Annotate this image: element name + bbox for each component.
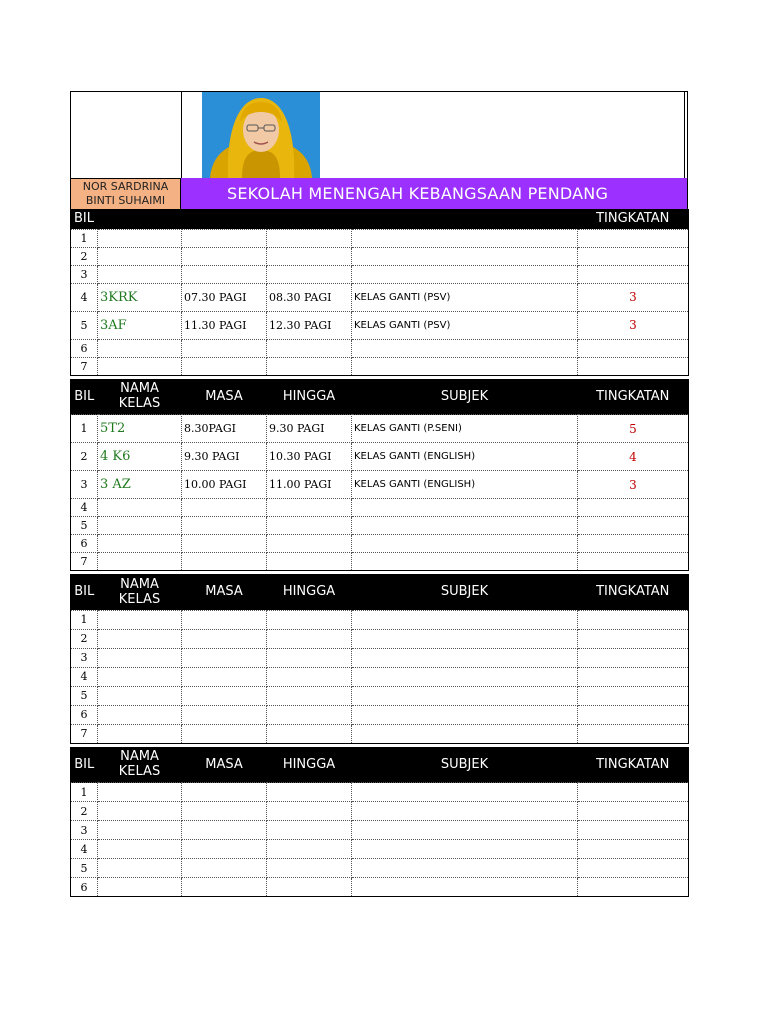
cell-subjek (352, 553, 578, 571)
cell-masa (182, 499, 267, 517)
cell-masa: 8.30PAGI (182, 415, 267, 443)
table-row (71, 471, 689, 499)
col-tingkatan: TINGKATAN (578, 209, 689, 229)
cell-hingga (267, 265, 352, 283)
cell-bil: 7 (71, 357, 98, 375)
cell-hingga (267, 878, 352, 897)
cell-hingga (267, 821, 352, 840)
table-row (71, 265, 689, 283)
cell-subjek (352, 705, 578, 724)
cell-bil: 4 (71, 283, 98, 311)
table-row (71, 283, 689, 311)
cell-kelas (98, 265, 182, 283)
cell-tingkatan (578, 686, 689, 705)
cell-subjek (352, 783, 578, 802)
teacher-name: NOR SARDRINA BINTI SUHAIMI (71, 178, 181, 209)
table-row (71, 610, 689, 629)
cell-subjek (352, 229, 578, 247)
cell-hingga (267, 535, 352, 553)
cell-subjek (352, 339, 578, 357)
cell-kelas (98, 229, 182, 247)
cell-subjek (352, 357, 578, 375)
table-row (71, 667, 689, 686)
col-tingkatan: TINGKATAN (578, 574, 689, 610)
table-row (71, 499, 689, 517)
cell-subjek (352, 648, 578, 667)
table-row (71, 821, 689, 840)
cell-tingkatan (578, 821, 689, 840)
cell-kelas (98, 705, 182, 724)
cell-masa (182, 724, 267, 743)
cell-kelas (98, 648, 182, 667)
cell-masa (182, 840, 267, 859)
cell-hingga (267, 802, 352, 821)
cell-subjek (352, 535, 578, 553)
table-row (71, 229, 689, 247)
cell-bil: 5 (71, 311, 98, 339)
col-bil: BIL (71, 209, 98, 229)
cell-masa (182, 667, 267, 686)
col-nama-kelas: NAMA KELAS (98, 747, 182, 783)
cell-subjek (352, 610, 578, 629)
cell-tingkatan (578, 265, 689, 283)
cell-masa (182, 802, 267, 821)
cell-tingkatan: 3 (578, 283, 689, 311)
cell-tingkatan (578, 553, 689, 571)
table-4-body (71, 783, 689, 897)
cell-subjek (352, 629, 578, 648)
cell-bil: 2 (71, 802, 98, 821)
cell-tingkatan (578, 724, 689, 743)
cell-kelas (98, 840, 182, 859)
cell-hingga: 9.30 PAGI (267, 415, 352, 443)
cell-masa (182, 821, 267, 840)
cell-bil: 7 (71, 724, 98, 743)
col-bil: BIL (71, 379, 98, 415)
col-bil: BIL (71, 574, 98, 610)
cell-subjek: KELAS GANTI (ENGLISH) (352, 471, 578, 499)
col-tingkatan: TINGKATAN (578, 379, 689, 415)
cell-subjek: KELAS GANTI (ENGLISH) (352, 443, 578, 471)
cell-bil: 1 (71, 415, 98, 443)
cell-hingga (267, 339, 352, 357)
cell-tingkatan (578, 629, 689, 648)
cell-tingkatan: 3 (578, 311, 689, 339)
cell-subjek (352, 499, 578, 517)
cell-kelas (98, 783, 182, 802)
cell-subjek: KELAS GANTI (PSV) (352, 283, 578, 311)
table-row (71, 648, 689, 667)
cell-tingkatan (578, 859, 689, 878)
teacher-photo (202, 92, 320, 178)
cell-subjek (352, 667, 578, 686)
cell-hingga (267, 859, 352, 878)
cell-bil: 5 (71, 859, 98, 878)
col-masa: MASA (182, 747, 267, 783)
schedule-table-4 (70, 747, 689, 898)
col-bil: BIL (71, 747, 98, 783)
cell-masa (182, 553, 267, 571)
cell-tingkatan (578, 667, 689, 686)
cell-subjek (352, 686, 578, 705)
cell-tingkatan (578, 229, 689, 247)
cell-bil: 3 (71, 471, 98, 499)
cell-bil: 6 (71, 705, 98, 724)
table-row (71, 802, 689, 821)
school-name: SEKOLAH MENENGAH KEBANGSAAN PENDANG (181, 178, 687, 209)
cell-kelas (98, 859, 182, 878)
cell-masa (182, 339, 267, 357)
cell-tingkatan (578, 648, 689, 667)
cell-kelas: 5T2 (98, 415, 182, 443)
cell-kelas (98, 499, 182, 517)
cell-kelas (98, 802, 182, 821)
cell-bil: 1 (71, 783, 98, 802)
cell-kelas: 3KRK (98, 283, 182, 311)
cell-masa (182, 629, 267, 648)
cell-subjek (352, 878, 578, 897)
cell-tingkatan (578, 517, 689, 535)
cell-masa (182, 783, 267, 802)
cell-bil: 3 (71, 265, 98, 283)
cell-masa: 9.30 PAGI (182, 443, 267, 471)
cell-hingga (267, 229, 352, 247)
cell-masa (182, 878, 267, 897)
cell-hingga (267, 783, 352, 802)
cell-hingga (267, 610, 352, 629)
col-masa: MASA (182, 379, 267, 415)
cell-hingga (267, 357, 352, 375)
cell-kelas (98, 629, 182, 648)
cell-hingga (267, 629, 352, 648)
table-row (71, 629, 689, 648)
cell-bil: 4 (71, 840, 98, 859)
col-subjek: SUBJEK (352, 379, 578, 415)
cell-subjek (352, 840, 578, 859)
cell-kelas (98, 357, 182, 375)
cell-subjek (352, 247, 578, 265)
schedule-table-3 (70, 574, 689, 744)
cell-tingkatan (578, 339, 689, 357)
cell-masa (182, 247, 267, 265)
cell-hingga (267, 247, 352, 265)
cell-hingga (267, 724, 352, 743)
cell-tingkatan (578, 878, 689, 897)
cell-subjek: KELAS GANTI (PSV) (352, 311, 578, 339)
cell-tingkatan (578, 840, 689, 859)
table-row (71, 311, 689, 339)
header-area (70, 91, 688, 178)
title-bar (70, 178, 688, 209)
cell-bil: 2 (71, 247, 98, 265)
cell-bil: 4 (71, 499, 98, 517)
cell-bil: 1 (71, 610, 98, 629)
col-hingga: HINGGA (267, 574, 352, 610)
cell-bil: 3 (71, 648, 98, 667)
table-row (71, 783, 689, 802)
cell-bil: 2 (71, 629, 98, 648)
cell-subjek (352, 265, 578, 283)
cell-subjek (352, 517, 578, 535)
table-row (71, 840, 689, 859)
col-tingkatan: TINGKATAN (578, 747, 689, 783)
cell-subjek (352, 859, 578, 878)
cell-hingga (267, 648, 352, 667)
cell-masa: 10.00 PAGI (182, 471, 267, 499)
cell-tingkatan (578, 357, 689, 375)
cell-bil: 6 (71, 535, 98, 553)
table-row (71, 686, 689, 705)
cell-subjek (352, 821, 578, 840)
cell-kelas (98, 610, 182, 629)
table-row (71, 415, 689, 443)
table-row (71, 339, 689, 357)
cell-bil: 6 (71, 878, 98, 897)
cell-bil: 5 (71, 517, 98, 535)
cell-bil: 3 (71, 821, 98, 840)
col-hingga: HINGGA (267, 379, 352, 415)
cell-subjek: KELAS GANTI (P.SENI) (352, 415, 578, 443)
col-nama-kelas: NAMA KELAS (98, 379, 182, 415)
cell-tingkatan (578, 783, 689, 802)
cell-masa (182, 265, 267, 283)
cell-bil: 7 (71, 553, 98, 571)
cell-hingga (267, 840, 352, 859)
cell-masa (182, 535, 267, 553)
cell-bil: 5 (71, 686, 98, 705)
cell-hingga (267, 686, 352, 705)
cell-kelas (98, 686, 182, 705)
cell-masa (182, 859, 267, 878)
cell-masa (182, 357, 267, 375)
cell-masa (182, 705, 267, 724)
cell-masa (182, 648, 267, 667)
table-row (71, 357, 689, 375)
cell-masa: 11.30 PAGI (182, 311, 267, 339)
table-row (71, 859, 689, 878)
cell-hingga (267, 499, 352, 517)
cell-hingga: 12.30 PAGI (267, 311, 352, 339)
table-row (71, 247, 689, 265)
cell-kelas (98, 535, 182, 553)
col-subjek: SUBJEK (352, 747, 578, 783)
cell-kelas: 3AF (98, 311, 182, 339)
cell-masa (182, 610, 267, 629)
cell-masa (182, 686, 267, 705)
schedule-table-2 (70, 379, 689, 572)
cell-subjek (352, 724, 578, 743)
cell-subjek (352, 802, 578, 821)
cell-hingga: 11.00 PAGI (267, 471, 352, 499)
cell-tingkatan (578, 802, 689, 821)
cell-tingkatan: 4 (578, 443, 689, 471)
cell-kelas (98, 517, 182, 535)
cell-kelas (98, 247, 182, 265)
cell-masa: 07.30 PAGI (182, 283, 267, 311)
cell-hingga: 10.30 PAGI (267, 443, 352, 471)
cell-hingga: 08.30 PAGI (267, 283, 352, 311)
col-subjek: SUBJEK (352, 574, 578, 610)
cell-masa (182, 517, 267, 535)
cell-bil: 6 (71, 339, 98, 357)
cell-kelas: 4 K6 (98, 443, 182, 471)
cell-tingkatan: 5 (578, 415, 689, 443)
col-nama-kelas: NAMA KELAS (98, 574, 182, 610)
table-1-body (71, 229, 689, 375)
table-row (71, 705, 689, 724)
col-masa: MASA (182, 574, 267, 610)
cell-hingga (267, 667, 352, 686)
cell-tingkatan (578, 535, 689, 553)
cell-bil: 1 (71, 229, 98, 247)
cell-tingkatan (578, 610, 689, 629)
table-row (71, 724, 689, 743)
cell-kelas (98, 724, 182, 743)
table-row (71, 443, 689, 471)
table-row (71, 878, 689, 897)
cell-tingkatan (578, 705, 689, 724)
cell-tingkatan: 3 (578, 471, 689, 499)
cell-tingkatan (578, 499, 689, 517)
cell-kelas: 3 AZ (98, 471, 182, 499)
table-2-body (71, 415, 689, 571)
table-row (71, 553, 689, 571)
cell-kelas (98, 553, 182, 571)
table-row (71, 535, 689, 553)
table-3-body (71, 610, 689, 743)
cell-kelas (98, 821, 182, 840)
cell-kelas (98, 878, 182, 897)
cell-masa (182, 229, 267, 247)
cell-hingga (267, 517, 352, 535)
cell-bil: 2 (71, 443, 98, 471)
cell-hingga (267, 553, 352, 571)
cell-tingkatan (578, 247, 689, 265)
cell-kelas (98, 667, 182, 686)
cell-bil: 4 (71, 667, 98, 686)
cell-hingga (267, 705, 352, 724)
schedule-table-1 (70, 209, 689, 376)
cell-kelas (98, 339, 182, 357)
timetable-sheet (70, 91, 688, 897)
col-hingga: HINGGA (267, 747, 352, 783)
table-row (71, 517, 689, 535)
